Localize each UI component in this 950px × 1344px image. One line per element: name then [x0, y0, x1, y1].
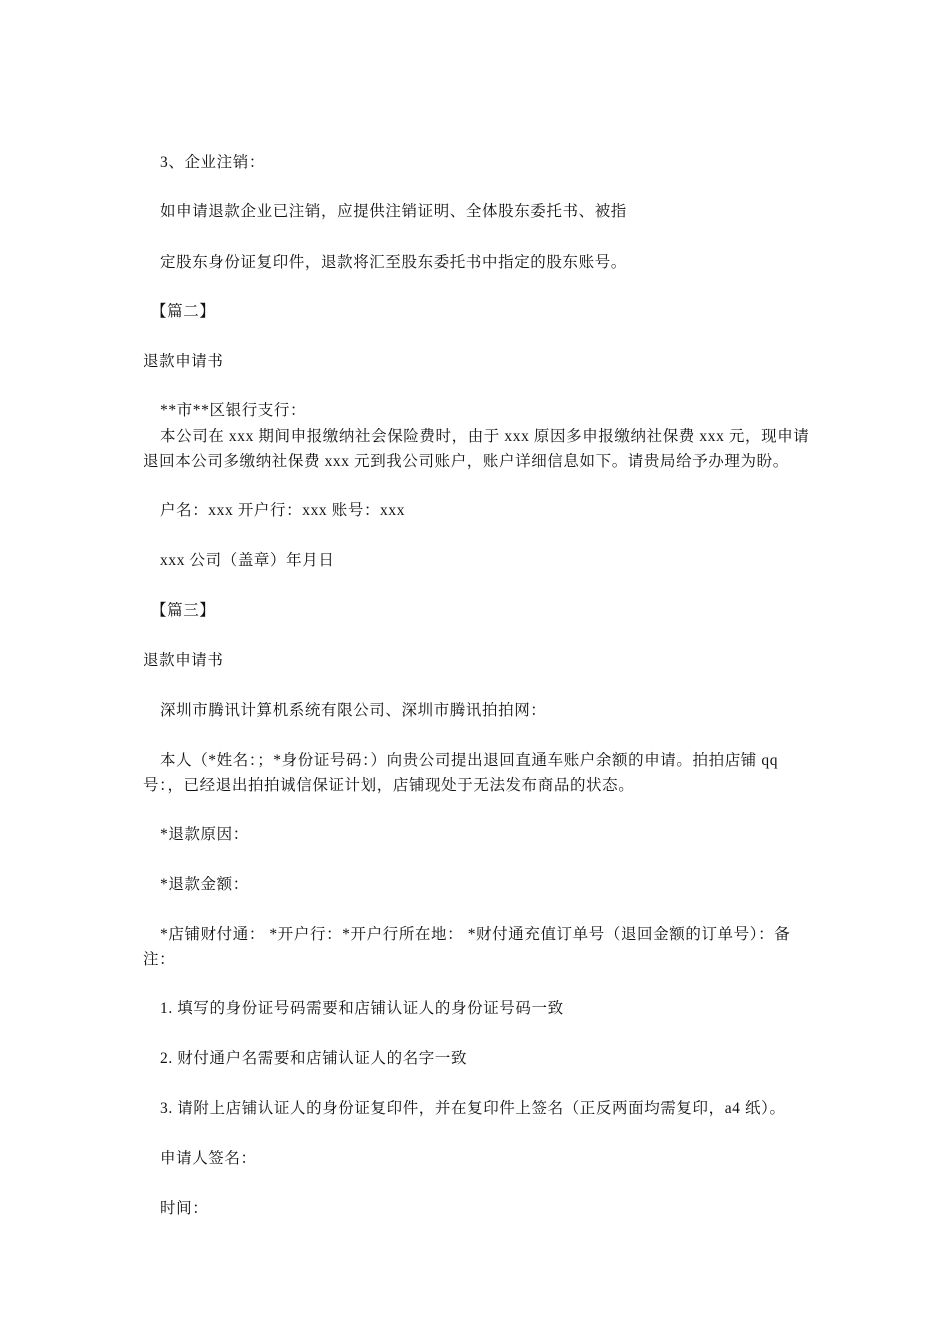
- section3-title: 退款申请书: [143, 652, 224, 669]
- section3-body-line-2: 号：，已经退出拍拍诚信保证计划，店铺现处于无法发布商品的状态。: [143, 777, 635, 794]
- section2-body-line-1: 本公司在 xxx 期间申报缴纳社会保险费时，由于 xxx 原因多申报缴纳社保费 xxx 元，现申请: [160, 428, 810, 445]
- section3-salutation: 深圳市腾讯计算机系统有限公司、深圳市腾讯拍拍网：: [160, 702, 547, 719]
- section1-heading: 3、企业注销：: [160, 154, 265, 171]
- section2-signature: xxx 公司（盖章）年月日: [160, 552, 335, 569]
- section3-refund-reason: *退款原因：: [160, 826, 249, 843]
- section3-note-3: 3. 请附上店铺认证人的身份证复印件，并在复印件上签名（正反两面均需复印，a4 纸）。: [160, 1100, 786, 1117]
- section2-body-line-2: 退回本公司多缴纳社保费 xxx 元到我公司账户，账户详细信息如下。请贵局给予办理为盼。: [143, 453, 789, 470]
- section3-refund-amount: *退款金额：: [160, 876, 249, 893]
- section1-para-line-2: 定股东身份证复印件，退款将汇至股东委托书中指定的股东账号。: [160, 254, 627, 271]
- section2-title: 退款申请书: [143, 353, 224, 370]
- section3-body-line-1: 本人（*姓名：；*身份证号码：）向贵公司提出退回直通车账户余额的申请。拍拍店铺 qq: [160, 752, 779, 769]
- section3-applicant-signature: 申请人签名：: [160, 1150, 257, 1167]
- section3-note-2: 2. 财付通户名需要和店铺认证人的名字一致: [160, 1050, 468, 1067]
- section2-label: 【篇二】: [151, 303, 216, 320]
- section3-payment-line-2: 注：: [143, 951, 176, 968]
- section3-label: 【篇三】: [151, 602, 216, 619]
- section3-note-1: 1. 填写的身份证号码需要和店铺认证人的身份证号码一致: [160, 1000, 564, 1017]
- section3-payment-line-1: *店铺财付通： *开户行：*开户行所在地： *财付通充值订单号（退回金额的订单号）：备: [160, 926, 791, 943]
- section3-time: 时间：: [160, 1200, 209, 1217]
- section2-account-info: 户名：xxx 开户行：xxx 账号：xxx: [160, 502, 406, 519]
- section2-salutation: **市**区银行支行：: [160, 402, 307, 419]
- section1-para-line-1: 如申请退款企业已注销，应提供注销证明、全体股东委托书、被指: [160, 203, 627, 220]
